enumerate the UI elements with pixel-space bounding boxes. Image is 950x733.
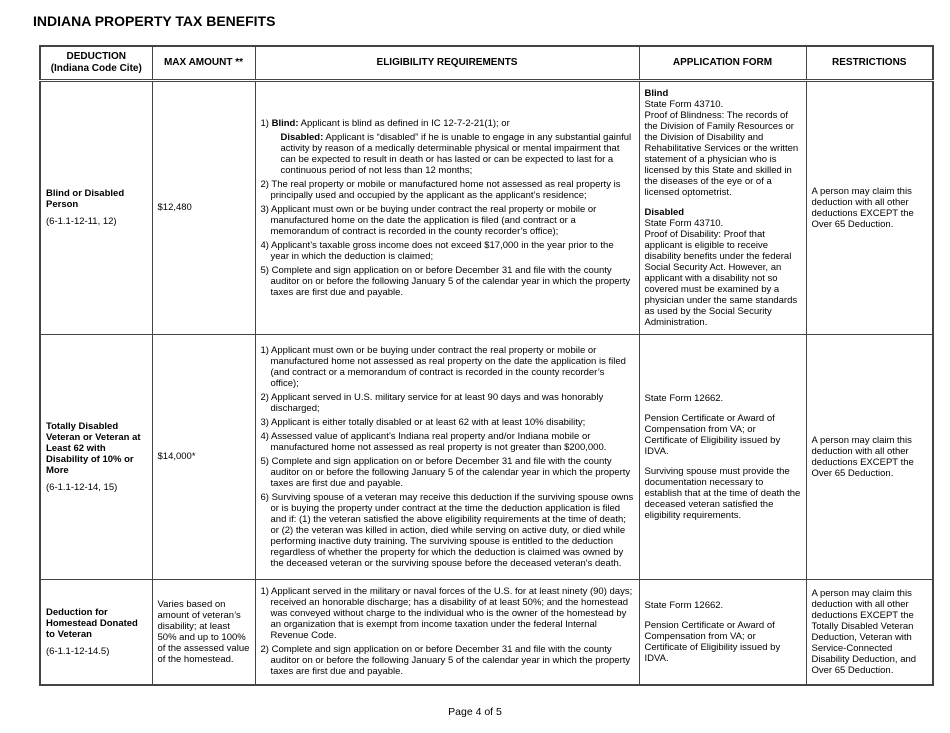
max-amount-cell: $12,480: [152, 80, 255, 334]
deduction-cite: (6-1.1-12-11, 12): [46, 216, 117, 227]
table-row: [40, 334, 933, 579]
deduction-cell: [40, 334, 152, 579]
form-proof-text: Surviving spouse must provide the documentation necessary to establish that at the time of death the deceased veteran satisfied the eligibility requirements.: [644, 465, 801, 521]
requirement-item: 1) Applicant must own or be buying under contract the real property or mobile or manufactured home not assessed as real property on the date the application is filed (and contract or a memorandum of contract is recorded in the county recorder’s office);: [260, 344, 626, 389]
header-deduction-label: DEDUCTION: [66, 50, 126, 62]
header-eligibility: ELIGIBILITY REQUIREMENTS: [255, 46, 639, 80]
application-form-cell: [639, 579, 806, 685]
requirement-item: 2) The real property or mobile or manufactured home not assessed as real property is principally used and occupied by the applicant as the applicant’s residence;: [260, 178, 621, 201]
requirement-item: 5) Complete and sign application on or before December 31 and file with the county auditor on or before the following January 5 of the calendar year in which the property taxes are first due and payable.: [260, 264, 631, 298]
requirement-item: [261, 118, 634, 176]
deduction-cite: (6-1.1-12-14.5): [46, 645, 110, 657]
deduction-cell: [40, 80, 152, 334]
max-amount-cell: $14,000*: [152, 334, 255, 579]
restrictions-cell: A person may claim this deduction with all other deductions EXCEPT the Over 65 Deduction.: [806, 334, 933, 579]
header-deduction-sub: (Indiana Code Cite): [50, 62, 142, 74]
header-deduction: [40, 46, 152, 80]
requirement-item: 2) Applicant served in U.S. military service for at least 90 days and was honorably discharged;: [260, 391, 604, 414]
form-number: State Form 43710.: [644, 98, 724, 110]
table-row: [40, 80, 933, 334]
requirement-subitem: [271, 132, 634, 176]
application-form-cell: [639, 80, 806, 334]
requirement-bold: Blind:: [271, 117, 299, 129]
requirement-text: Applicant is “disabled” if he is unable to engage in any substantial gainful activity by reason of a medically determinable physical or mental impairment that can be expected to result in death or has lasted or can be expected to last for a continuous period of not less than 12 months;: [280, 131, 632, 176]
max-amount-cell: Varies based on amount of veteran’s disability; at least 50% and up to 100% of the assessed value of the homestead.: [152, 579, 255, 685]
form-proof-text: Proof of Blindness: The records of the Division of Family Resources or the Division of Disability and Rehabilitative Services or the written statement of a physician who is licensed by this State and skilled in the diseases of the eye or of a licensed optometrist.: [644, 109, 799, 198]
deduction-name: Blind or Disabled Person: [46, 188, 125, 210]
header-restrictions: RESTRICTIONS: [806, 46, 933, 80]
form-proof-text: Pension Certificate or Award of Compensation from VA; or Certificate of Eligibility issued by IDVA.: [644, 412, 781, 457]
deduction-name: Totally Disabled Veteran or Veteran at Least 62 with Disability of 10% or More: [46, 420, 141, 476]
page-number: Page 4 of 5: [448, 706, 502, 718]
eligibility-cell: [255, 579, 639, 685]
deduction-cite: (6-1.1-12-14, 15): [46, 481, 118, 493]
requirement-item: 3) Applicant is either totally disabled or at least 62 with at least 10% disability;: [260, 416, 586, 428]
form-number: State Form 12662.: [644, 392, 724, 404]
page-title: INDIANA PROPERTY TAX BENEFITS: [33, 13, 276, 29]
restrictions-cell: A person may claim this deduction with all other deductions EXCEPT the Totally Disabled Veteran Deduction, Veteran with Service-Connected Disability Deduction, and Over 65 Deduction.: [806, 579, 933, 685]
deduction-name: Deduction for Homestead Donated to Veteran: [46, 606, 138, 640]
eligibility-cell: [255, 80, 639, 334]
requirement-item: 1) Applicant served in the military or naval forces of the U.S. for at least ninety (90) days; received an honorable discharge; has a disability of at least 50%; and the homestead was conveyed without charge to the individual who is the owner of the homestead by an organization that is exempt from income taxation under the federal Internal Revenue Code.: [260, 586, 633, 642]
requirement-item: 5) Complete and sign application on or before December 31 and file with the county auditor on or before the following January 5 of the calendar year in which the property taxes are first due and payable.: [260, 455, 631, 489]
requirement-item: 2) Complete and sign application on or before December 31 and file with the county auditor on or before the following January 5 of the calendar year in which the property taxes are first due and payable.: [260, 644, 631, 678]
requirement-item: 4) Assessed value of applicant’s Indiana real property and/or Indiana mobile or manufactured home not assessed as real property is not greater than $200,000.: [260, 430, 607, 453]
requirement-number: 1): [260, 117, 269, 129]
restrictions-cell: A person may claim this deduction with all other deductions EXCEPT the Over 65 Deduction.: [806, 80, 933, 334]
table-row: [40, 579, 933, 685]
eligibility-cell: [255, 334, 639, 579]
deduction-cell: [40, 579, 152, 685]
form-proof-text: Proof of Disability: Proof that applicant is eligible to receive disability benefits under the federal Social Security Act. However, an applicant with a disability not so covered must be examined by a physician under the same standards as used by the Social Security Administration.: [644, 228, 798, 328]
form-proof-text: Pension Certificate or Award of Compensation from VA; or Certificate of Eligibility issued by IDVA.: [644, 619, 781, 664]
application-form-cell: [639, 334, 806, 579]
form-number: State Form 43710.: [644, 217, 724, 229]
form-heading-blind: Blind: [644, 87, 669, 99]
header-application-form: APPLICATION FORM: [639, 46, 806, 80]
table-header-row: [40, 46, 933, 80]
requirement-item: 4) Applicant’s taxable gross income does not exceed $17,000 in the year prior to the year in which the deduction is claimed;: [260, 239, 614, 262]
benefits-table: [39, 45, 934, 686]
form-heading-disabled: Disabled: [644, 206, 685, 218]
requirement-bold: Disabled:: [280, 131, 324, 143]
requirement-text: Applicant is blind as defined in IC 12-7-2-21(1); or: [298, 117, 510, 129]
form-number: State Form 12662.: [644, 599, 724, 611]
header-max-amount: MAX AMOUNT **: [152, 46, 255, 80]
requirement-item: 6) Surviving spouse of a veteran may receive this deduction if the surviving spouse owns or is buying the property under contract at the time the deduction application is filed and if: (1) the veteran satisfied the above eligibility requirements at the time of death; or (2) the veteran was killed in action, died while serving on active duty, or died while performing inactive duty training. The surviving spouse is entitled to the deduction regardless of whether the property for which the deduction is claimed was owned by the deceased veteran or the surviving spouse before the deceased veteran's death.: [260, 491, 634, 569]
requirement-item: 3) Applicant must own or be buying under contract the real property or mobile or manufactured home on the date the application is filed (and contract or a memorandum of contract is recorded in the county recorder’s office);: [260, 203, 597, 237]
